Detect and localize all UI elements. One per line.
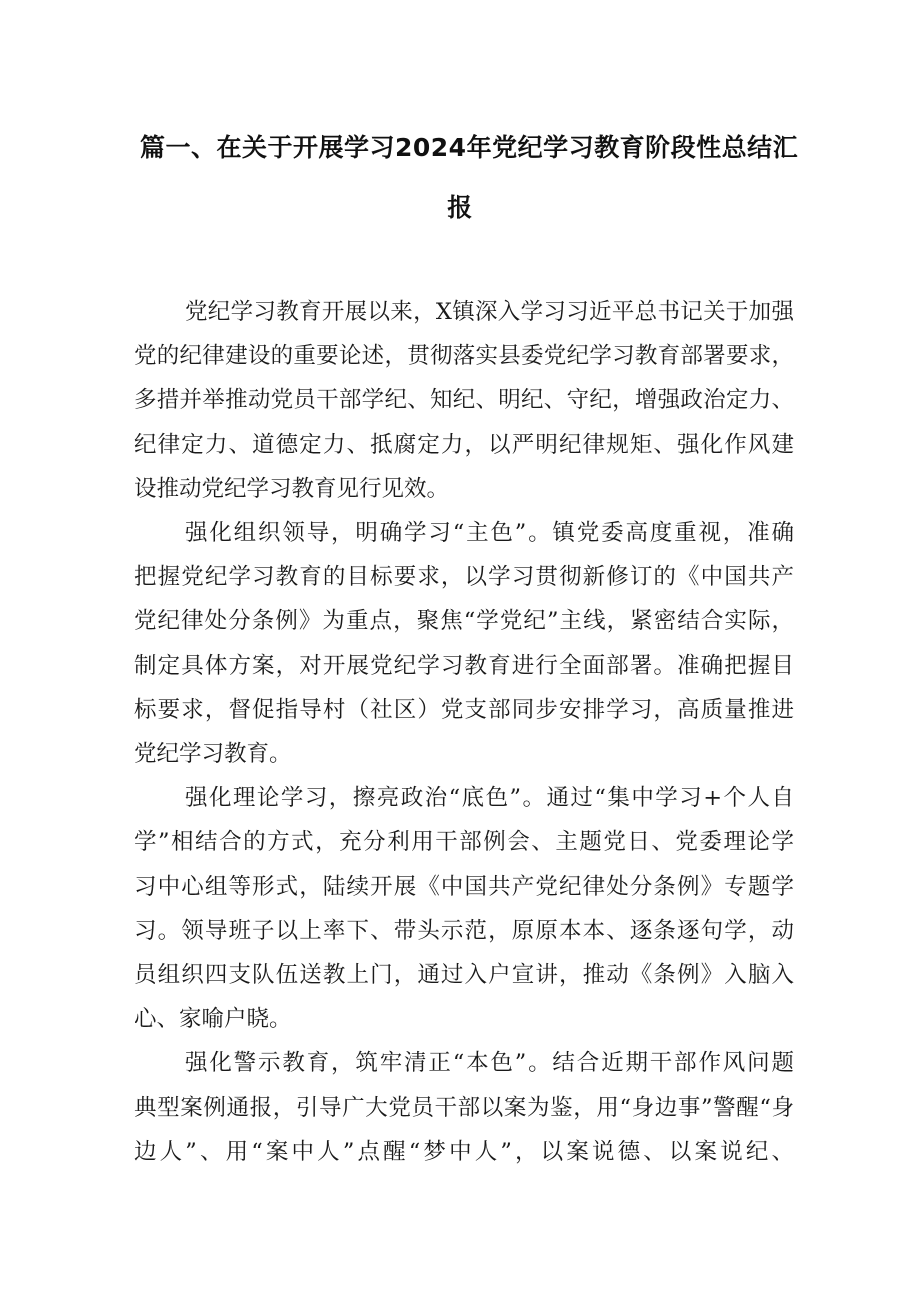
text-line: 多措并举推动党员干部学纪、知纪、明纪、守纪，增强政治定力、 bbox=[134, 387, 794, 414]
paragraph-theory bbox=[134, 776, 794, 1041]
text-line: 学”相结合的方式，充分利用干部例会、主题党日、党委理论学 bbox=[134, 829, 794, 856]
text-line: 边人”、用“案中人”点醒“梦中人”，以案说德、以案说纪、 bbox=[134, 1138, 794, 1165]
text-line: 心、家喻户晓。 bbox=[134, 1006, 292, 1033]
text-line: 制定具体方案，对开展党纪学习教育进行全面部署。准确把握目 bbox=[134, 652, 794, 679]
document-title bbox=[140, 118, 799, 238]
text-line: 党纪律处分条例》为重点，聚焦“学党纪”主线，紧密结合实际， bbox=[134, 608, 794, 635]
text-line: 习中心组等形式，陆续开展《中国共产党纪律处分条例》专题学 bbox=[134, 873, 794, 900]
title-line: 篇一、在关于开展学习2024年党纪学习教育阶段性总结汇 bbox=[140, 133, 799, 162]
text-line: 强化理论学习，擦亮政治“底色”。通过“集中学习+个人自 bbox=[185, 785, 794, 812]
title-line: 报 bbox=[447, 193, 473, 222]
paragraph-organization bbox=[134, 511, 794, 776]
text-line: 党纪学习教育开展以来，X镇深入学习习近平总书记关于加强 bbox=[185, 299, 794, 325]
text-line: 员组织四支队伍送教上门，通过入户宣讲，推动《条例》入脑入 bbox=[134, 962, 794, 989]
text-line: 党纪学习教育。 bbox=[134, 741, 292, 768]
text-line: 强化警示教育，筑牢清正“本色”。结合近期干部作风问题 bbox=[185, 1050, 794, 1077]
document-body bbox=[134, 290, 794, 1174]
text-line: 标要求，督促指导村（社区）党支部同步安排学习，高质量推进 bbox=[134, 696, 794, 723]
text-line: 纪律定力、道德定力、抵腐定力，以严明纪律规矩、强化作风建 bbox=[134, 431, 794, 458]
paragraph-warning bbox=[134, 1041, 794, 1174]
paragraph-intro bbox=[134, 290, 794, 511]
text-line: 设推动党纪学习教育见行见效。 bbox=[134, 475, 450, 502]
text-line: 习。领导班子以上率下、带头示范，原原本本、逐条逐句学，动 bbox=[134, 917, 794, 944]
text-line: 典型案例通报，引导广大党员干部以案为鉴，用“身边事”警醒“身 bbox=[134, 1094, 794, 1121]
text-line: 强化组织领导，明确学习“主色”。镇党委高度重视，准确 bbox=[185, 520, 794, 547]
text-line: 把握党纪学习教育的目标要求，以学习贯彻新修订的《中国共产 bbox=[134, 564, 794, 591]
text-line: 党的纪律建设的重要论述，贯彻落实县委党纪学习教育部署要求， bbox=[134, 343, 794, 370]
